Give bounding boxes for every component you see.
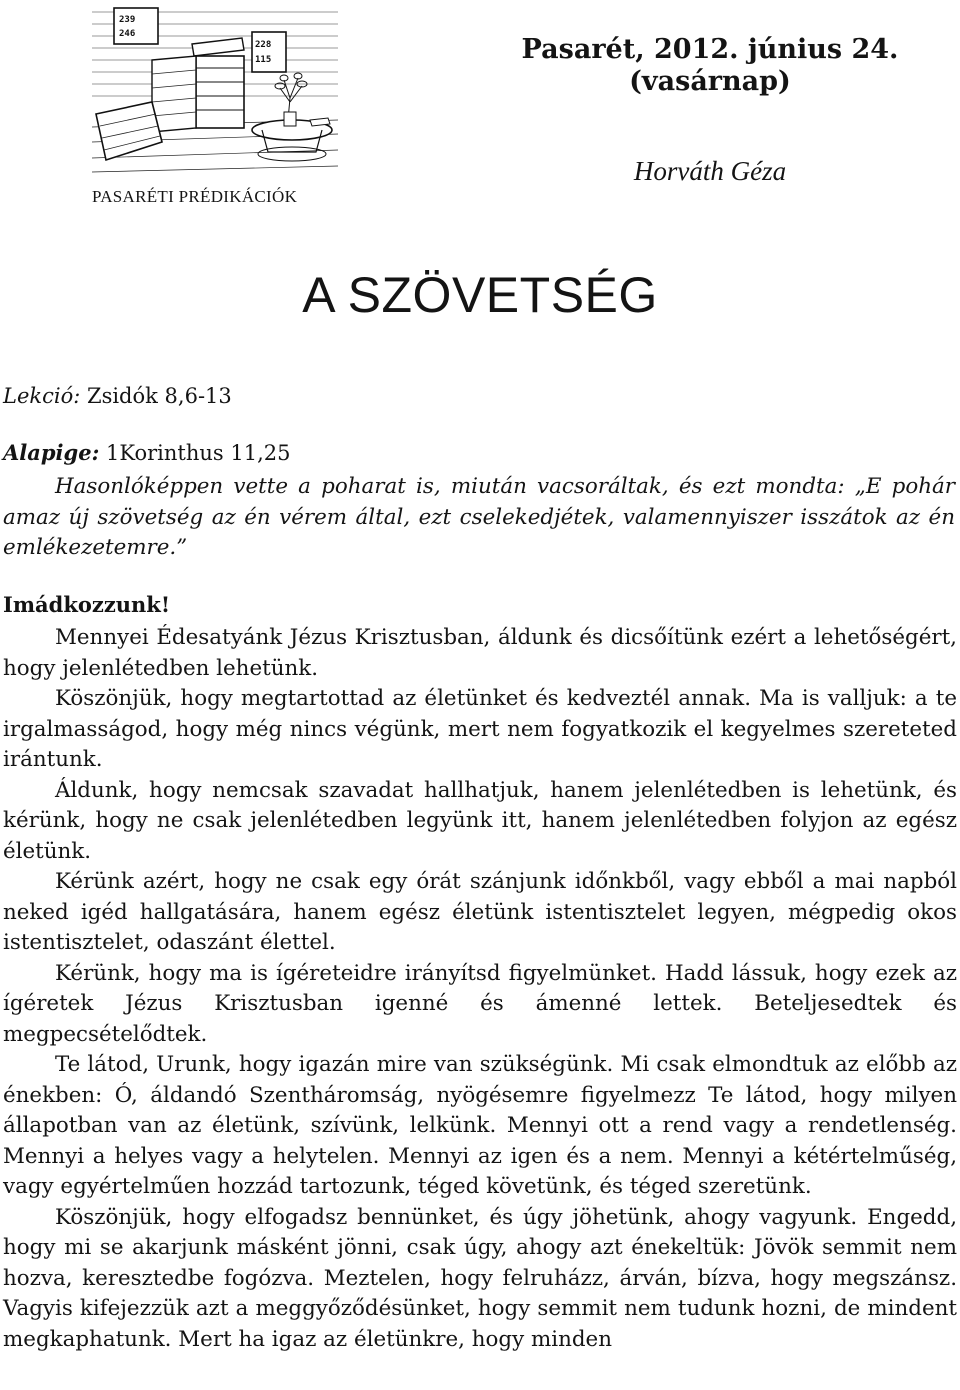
weekday-text: (vasárnap) <box>629 66 791 97</box>
date-text: Pasarét, 2012. június 24. <box>521 34 899 65</box>
main-verse-label: Alapige: <box>3 440 100 465</box>
hymn-board-left-top: 239 <box>119 15 136 25</box>
prayer-paragraph: Kérünk azért, hogy ne csak egy órát szánjunk időnkből, vagy ebből a mai napból neked igéd hallgatására, hanem egész életünk istentisztelet legyen, mégpedig okos istentisztelet, odaszánt élettel. <box>3 869 957 955</box>
prayer-heading: Imádkozzunk! <box>3 592 171 617</box>
main-verse-text: Hasonlóképpen vette a poharat is, miután vacsoráltak, és ezt mondta: „E pohár amaz új szövetség az én vérem által, ezt cselekedjétek, valamennyiszer isszátok az én emlékezetemre.” <box>3 474 955 560</box>
sermon-title: A SZÖVETSÉG <box>302 267 658 323</box>
prayer-paragraph: Kérünk, hogy ma is ígéreteidre irányítsd figyelmünket. Hadd lássuk, hogy ezek az ígéretek Jézus Krisztusban igenné és ámenné lettek. Beteljesedtek és megpecsételődtek. <box>3 960 957 1047</box>
prayer-paragraph: Mennyei Édesatyánk Jézus Krisztusban, áldunk és dicsőítünk ezért a lehetőségért, hogy jelenlétedben lehetünk. <box>3 625 957 681</box>
prayer-paragraph: Áldunk, hogy nemcsak szavadat hallhatjuk, hanem jelenlétedben is lehetünk, és kérünk, hogy ne csak jelenlétedben legyünk itt, hanem jelenlétedben folyjon az egész életünk. <box>3 777 957 864</box>
lection-line <box>3 384 232 408</box>
prayer-body <box>3 623 957 1355</box>
main-verse-line <box>3 440 291 465</box>
lection-reference: Zsidók 8,6-13 <box>80 384 232 408</box>
hymn-board-right-bottom: 115 <box>255 55 272 65</box>
hymn-board-left-bottom: 246 <box>119 29 136 39</box>
prayer-paragraph: Köszönjük, hogy megtartottad az életünket és kedveztél annak. Ma is valljuk: a te irgalmasságod, hogy még nincs végünk, mert nem fogyatkozik el kegyelmes szereteted irántunk. <box>3 686 957 772</box>
sermon-date <box>470 34 950 98</box>
main-verse-reference: 1Korinthus 11,25 <box>99 441 291 465</box>
church-interior-illustration <box>92 2 338 180</box>
prayer-paragraph: Köszönjük, hogy elfogadsz bennünket, és úgy jöhetünk, ahogy vagyunk. Engedd, hogy mi se akarjunk másként jönni, csak úgy, ahogy azt énekeltük: Jövök semmit nem hozva, keresztedbe fogózva. Meztelen, hogy felruházz, árván, bízva, hogy megszánsz. Vagyis kifejezzük azt a meggyőződésünket, hogy semmit nem tudunk hozni, de mindent megkaphatunk. Mert ha igaz az életünkre, hogy minden <box>3 1204 957 1352</box>
hymn-board-right-top: 228 <box>255 40 272 50</box>
lection-label: Lekció: <box>3 384 81 408</box>
prayer-paragraph: Te látod, Urunk, hogy igazán mire van szükségünk. Mi csak elmondtuk az előbb az énekben: Ó, áldandó Szentháromság, nyögésemre figyelmezz Te látod, hogy milyen állapotban van az életünk, szívünk, lelkünk. Mennyi ott a rend vagy a rendetlenség. Mennyi a helyes vagy a helytelen. Mennyi az igen és a nem. Mennyi a kétértelműség, vagy egyértelműen hozzád tartozunk, téged követünk, és téged szeretünk. <box>3 1052 957 1199</box>
series-label: PASARÉTI PRÉDIKÁCIÓK <box>92 187 298 206</box>
author-name: Horváth Géza <box>633 156 787 186</box>
